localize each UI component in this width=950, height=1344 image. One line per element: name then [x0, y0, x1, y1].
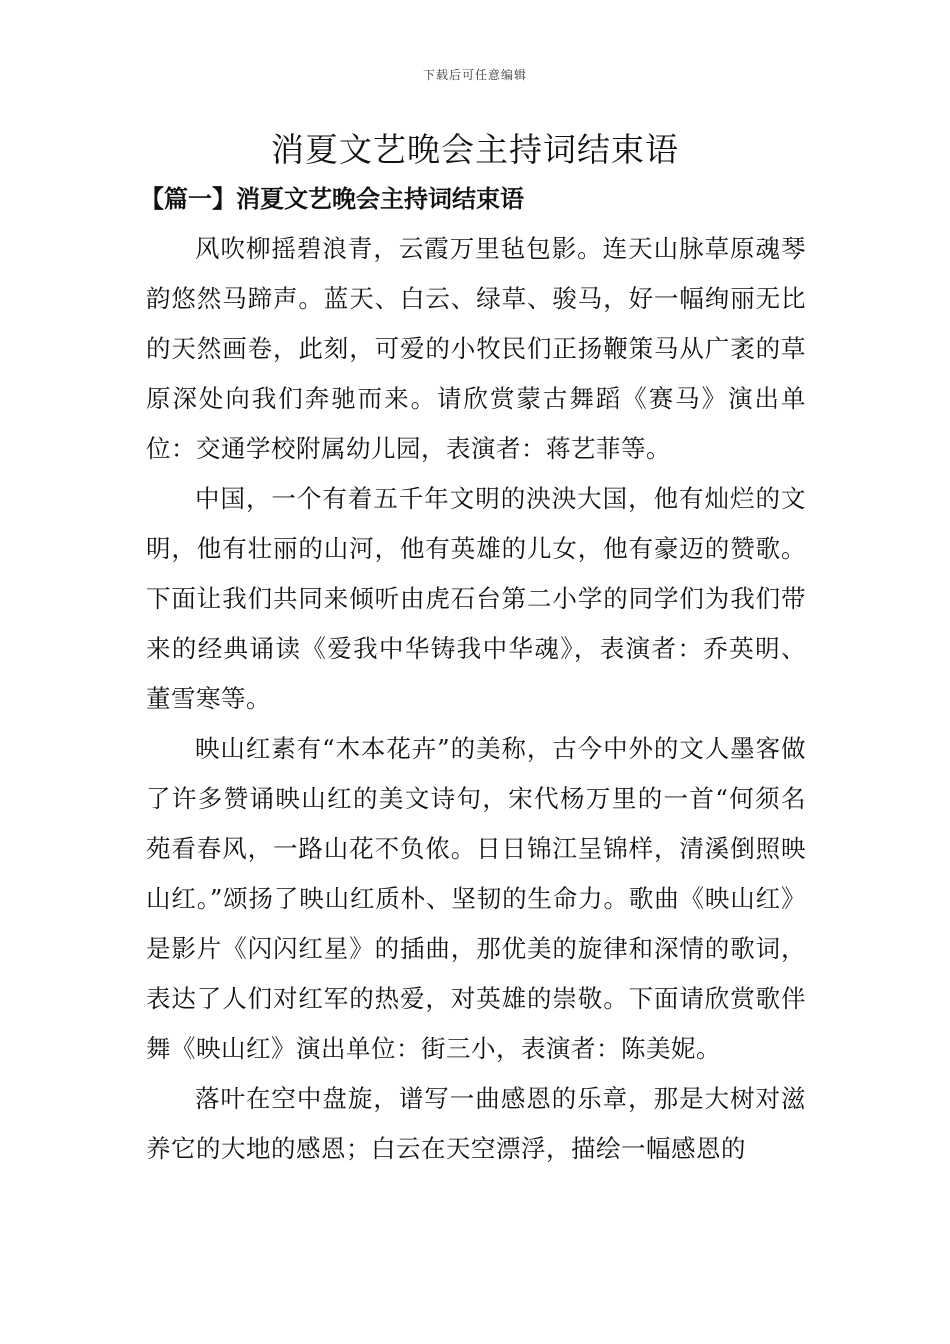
paragraph: 中国，一个有着五千年文明的泱泱大国，他有灿烂的文明，他有壮丽的山河，他有英雄的儿女，他有豪迈的赞歌。下面让我们共同来倾听由虎石台第二小学的同学们为我们带来的经典诵读《爱我中华铸我中华魂》，表演者：乔英明、董雪寒等。: [146, 484, 806, 713]
header-note: 下载后可任意编辑: [422, 68, 527, 82]
paragraph: 映山红素有“木本花卉”的美称，古今中外的文人墨客做了许多赞诵映山红的美文诗句，宋代杨万里的一首“何须名苑看春风，一路山花不负侬。日日锦江呈锦样，清溪倒照映山红。”颂扬了映山红质朴、坚韧的生命力。歌曲《映山红》是影片《闪闪红星》的插曲，那优美的旋律和深情的歌词，表达了人们对红军的热爱，对英雄的崇敬。下面请欣赏歌伴舞《映山红》演出单位：街三小，表演者：陈美妮。: [146, 734, 806, 1063]
paragraph: 落叶在空中盘旋，谱写一曲感恩的乐章，那是大树对滋养它的大地的感恩；白云在天空漂浮，描绘一幅感恩的: [146, 1084, 806, 1163]
document-body: [146, 224, 806, 1174]
section-heading: 【篇一】消夏文艺晚会主持词结束语: [140, 184, 524, 213]
paragraph: 风吹柳摇碧浪青，云霞万里毡包影。连天山脉草原魂琴韵悠然马蹄声。蓝天、白云、绿草、骏马，好一幅绚丽无比的天然画卷，此刻，可爱的小牧民们正扬鞭策马从广袤的草原深处向我们奔驰而来。请欣赏蒙古舞蹈《赛马》演出单位：交通学校附属幼儿园，表演者：蒋艺菲等。: [146, 234, 806, 463]
document-title: 消夏文艺晚会主持词结束语: [271, 130, 679, 169]
